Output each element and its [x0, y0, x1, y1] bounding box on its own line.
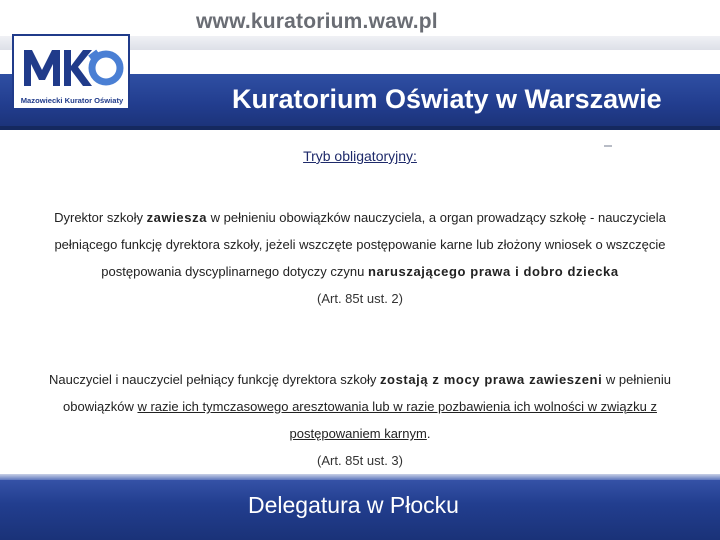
paragraph-suspension-by-director [36, 204, 684, 312]
bold-text: zawiesza [146, 210, 208, 225]
header [0, 0, 720, 132]
paragraph-text: w pełnieniu obowiązków nauczyciela, a organ prowadzący szkołę - nauczyciela pełniącego funkcję dyrektora szkoły, jeżeli wszczęte postępowanie karne lub złożony wniosek o wszczęcie postępowania dyscyplinarnego dotyczy czynu [54, 210, 666, 279]
paragraph-text: w pełnieniu obowiązków [63, 372, 671, 414]
legal-reference: (Art. 85t ust. 3) [317, 453, 403, 468]
underlined-text: w razie ich tymczasowego aresztowania lub w razie pozbawienia ich wolności w związku z postępowaniem karnym [137, 399, 657, 441]
logo-caption: Mazowiecki Kurator Oświaty [20, 96, 124, 105]
footer [0, 474, 720, 540]
paragraph-text: Dyrektor szkoły [54, 210, 147, 225]
footer-title: Delegatura w Płocku [248, 492, 459, 518]
header-title: Kuratorium Oświaty w Warszawie [232, 84, 662, 114]
paragraph-suspension-by-law [36, 366, 684, 474]
paragraph-text: Nauczyciel i nauczyciel pełniący funkcję dyrektora szkoły [49, 372, 380, 387]
slide-heading: Tryb obligatoryjny: [303, 148, 417, 164]
logo [12, 34, 130, 110]
bold-text: naruszającego prawa i dobro dziecka [367, 264, 619, 279]
website-url[interactable]: www.kuratorium.waw.pl [196, 10, 438, 33]
paragraph-text: . [426, 426, 431, 441]
mko-logo-icon [20, 40, 124, 92]
legal-reference: (Art. 85t ust. 2) [317, 291, 403, 306]
decorative-mark [604, 145, 612, 147]
bold-text: zostają z mocy prawa zawieszeni [379, 372, 603, 387]
slide-content [0, 132, 720, 474]
